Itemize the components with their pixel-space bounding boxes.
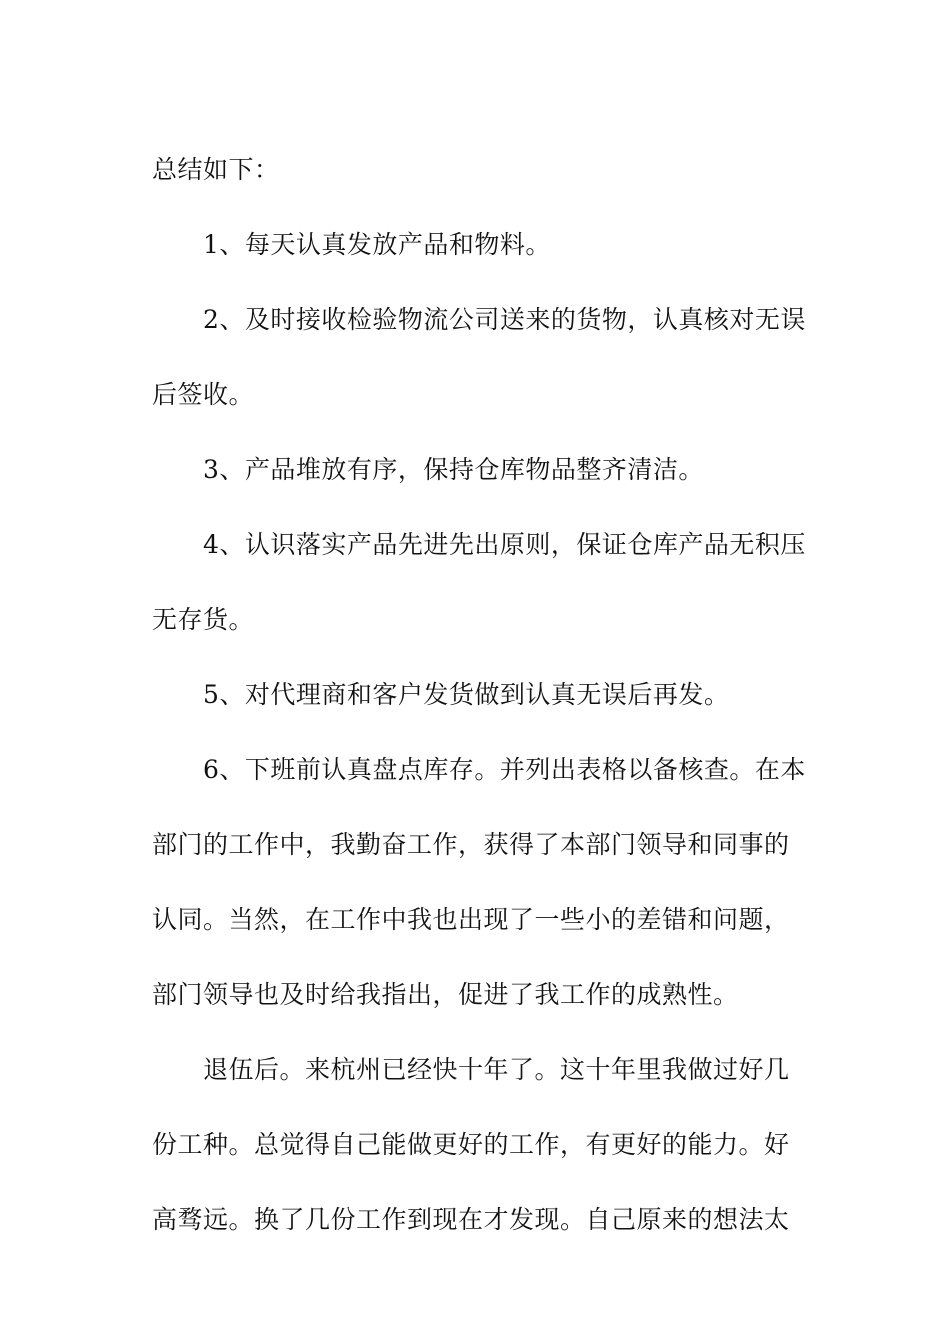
text-line: 部门领导也及时给我指出，促进了我工作的成熟性。: [152, 980, 739, 1009]
text-line: 认同。当然，在工作中我也出现了一些小的差错和问题，: [152, 905, 790, 934]
text-line: 退伍后。来杭州已经快十年了。这十年里我做过好几: [203, 1055, 790, 1084]
text-line: 1、每天认真发放产品和物料。: [203, 230, 551, 259]
text-line: 2、及时接收检验物流公司送来的货物，认真核对无误: [203, 305, 806, 334]
text-line: 总结如下：: [152, 155, 280, 184]
text-line: 份工种。总觉得自己能做更好的工作，有更好的能力。好: [152, 1130, 790, 1159]
text-line: 3、产品堆放有序，保持仓库物品整齐清洁。: [203, 455, 704, 484]
text-line: 部门的工作中，我勤奋工作，获得了本部门领导和同事的: [152, 830, 790, 859]
text-line: 6、下班前认真盘点库存。并列出表格以备核查。在本: [203, 755, 806, 784]
text-line: 5、对代理商和客户发货做到认真无误后再发。: [203, 680, 730, 709]
text-line: 4、认识落实产品先进先出原则，保证仓库产品无积压: [203, 530, 806, 559]
text-line: 无存货。: [152, 605, 255, 634]
text-line: 高骛远。换了几份工作到现在才发现。自己原来的想法太: [152, 1205, 790, 1234]
document-body: [152, 132, 806, 1257]
text-line: 后签收。: [152, 380, 255, 409]
